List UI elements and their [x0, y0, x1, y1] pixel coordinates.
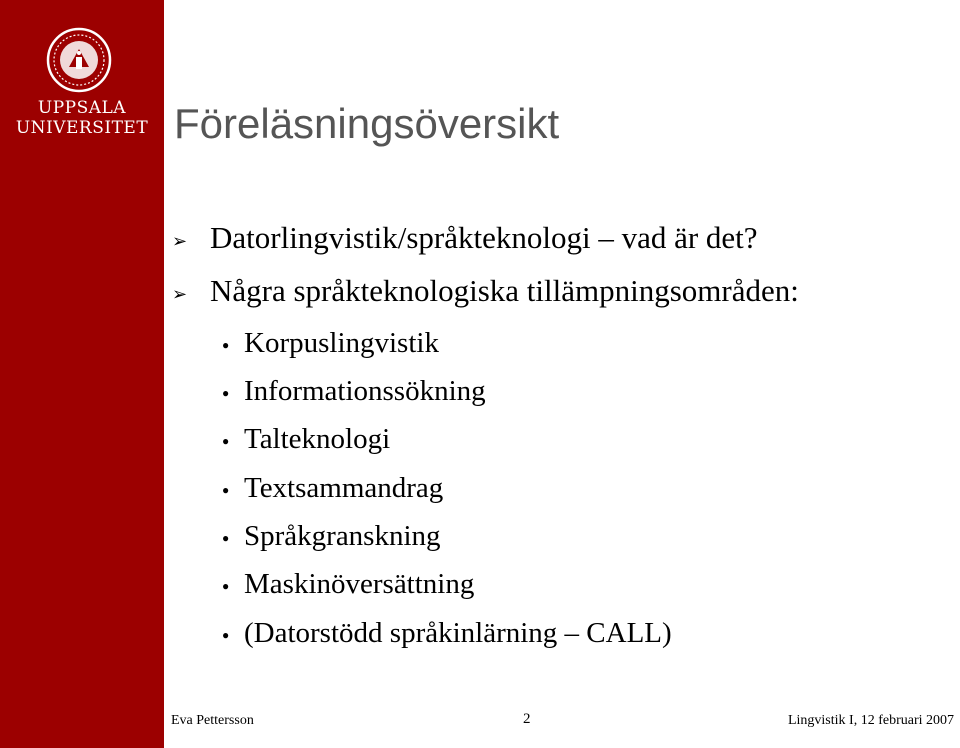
- logo-line-1: UPPSALA: [37, 98, 127, 118]
- page-number: 2: [523, 711, 531, 727]
- university-seal-icon: [46, 27, 112, 93]
- bullet-text: Några språkteknologiska tillämpningsområden:: [210, 273, 799, 308]
- subbullet-text: Maskinöversättning: [244, 568, 475, 600]
- dot-bullet-icon: ●: [222, 386, 230, 401]
- subbullet-item: [222, 471, 443, 507]
- footer-course: Lingvistik I, 12 februari 2007: [787, 713, 954, 728]
- slide-title: Föreläsningsöversikt: [174, 100, 560, 147]
- arrow-bullet-icon: ➢: [172, 230, 188, 251]
- university-sidebar: [0, 0, 164, 748]
- dot-bullet-icon: ●: [222, 531, 230, 546]
- subbullet-text: (Datorstödd språkinlärning – CALL): [244, 617, 672, 649]
- subbullet-item: [222, 374, 486, 410]
- subbullet-item: [222, 519, 441, 555]
- arrow-bullet-icon: ➢: [172, 283, 188, 304]
- dot-bullet-icon: ●: [222, 483, 230, 498]
- dot-bullet-icon: ●: [222, 628, 230, 643]
- subbullet-text: Talteknologi: [244, 423, 391, 455]
- subbullet-text: Informationssökning: [244, 375, 486, 407]
- subbullet-item: [222, 616, 672, 652]
- logo-line-2: UNIVERSITET: [15, 118, 149, 138]
- subbullet-item: [222, 422, 390, 458]
- bullet-text: Datorlingvistik/språkteknologi – vad är det?: [210, 220, 758, 255]
- subbullet-text: Språkgranskning: [244, 520, 441, 552]
- subbullet-text: Korpuslingvistik: [244, 327, 439, 359]
- bullet-item: [172, 220, 758, 259]
- subbullet-item: [222, 326, 439, 362]
- dot-bullet-icon: ●: [222, 434, 230, 449]
- bullet-item: [172, 273, 799, 312]
- subbullet-item: [222, 567, 474, 603]
- dot-bullet-icon: ●: [222, 338, 230, 353]
- subbullet-text: Textsammandrag: [244, 472, 444, 504]
- footer-author: Eva Pettersson: [171, 713, 254, 728]
- dot-bullet-icon: ●: [222, 579, 230, 594]
